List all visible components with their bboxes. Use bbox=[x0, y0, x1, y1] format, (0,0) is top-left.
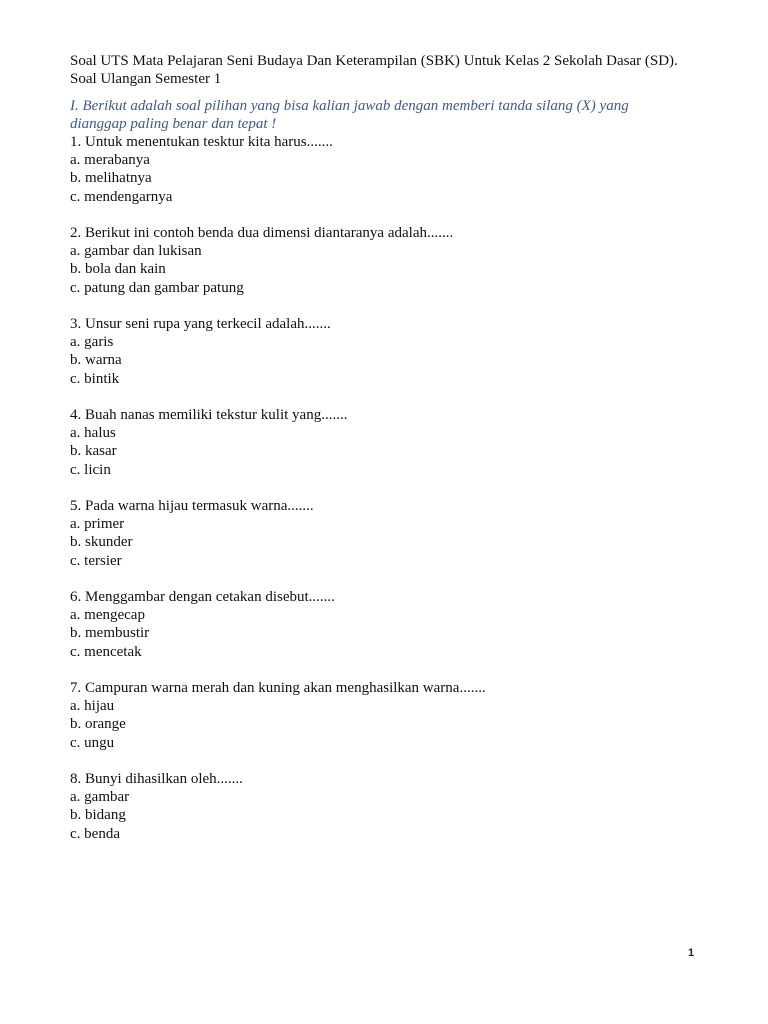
question-text: 3. Unsur seni rupa yang terkecil adalah....... bbox=[70, 316, 331, 332]
answer-option: c. tersier bbox=[70, 552, 122, 569]
question-item bbox=[70, 588, 730, 661]
instruction-text bbox=[70, 97, 730, 133]
answer-option: b. membustir bbox=[70, 625, 150, 642]
question-item bbox=[70, 679, 730, 752]
question-item bbox=[70, 224, 730, 297]
answer-option: b. melihatnya bbox=[70, 170, 152, 187]
question-text: 1. Untuk menentukan tesktur kita harus....... bbox=[70, 134, 333, 150]
answer-option: c. ungu bbox=[70, 734, 115, 751]
document-title-line-1: Soal UTS Mata Pelajaran Seni Budaya Dan Keterampilan (SBK) Untuk Kelas 2 Sekolah Dasar (SD). bbox=[70, 53, 678, 69]
question-item bbox=[70, 133, 730, 206]
question-list bbox=[70, 133, 730, 843]
answer-option: b. kasar bbox=[70, 443, 117, 460]
answer-option: a. mengecap bbox=[70, 607, 145, 624]
question-item bbox=[70, 406, 730, 479]
answer-option: a. primer bbox=[70, 516, 125, 533]
answer-option: c. mendengarnya bbox=[70, 188, 173, 205]
answer-option: b. bidang bbox=[70, 807, 126, 824]
answer-option: a. gambar bbox=[70, 789, 130, 806]
instruction-line-2: dianggap paling benar dan tepat ! bbox=[70, 116, 277, 132]
page-number: 1 bbox=[688, 947, 695, 959]
answer-option: a. halus bbox=[70, 425, 116, 442]
question-item bbox=[70, 315, 730, 388]
answer-option: b. skunder bbox=[70, 534, 133, 551]
question-item bbox=[70, 770, 730, 843]
question-text: 5. Pada warna hijau termasuk warna....... bbox=[70, 498, 314, 514]
answer-option: c. patung dan gambar patung bbox=[70, 279, 244, 296]
question-text: 7. Campuran warna merah dan kuning akan menghasilkan warna....... bbox=[70, 680, 486, 696]
question-text: 8. Bunyi dihasilkan oleh....... bbox=[70, 771, 243, 787]
question-text: 2. Berikut ini contoh benda dua dimensi diantaranya adalah....... bbox=[70, 225, 454, 241]
question-text: 6. Menggambar dengan cetakan disebut....... bbox=[70, 589, 335, 605]
answer-option: b. bola dan kain bbox=[70, 261, 166, 278]
document-page bbox=[70, 52, 730, 843]
answer-option: a. hijau bbox=[70, 698, 115, 715]
answer-option: b. orange bbox=[70, 716, 126, 733]
document-title-line-2: Soal Ulangan Semester 1 bbox=[70, 71, 222, 87]
answer-option: c. benda bbox=[70, 825, 120, 842]
answer-option: c. mencetak bbox=[70, 643, 142, 660]
answer-option: c. bintik bbox=[70, 370, 120, 387]
answer-option: b. warna bbox=[70, 352, 122, 369]
answer-option: a. gambar dan lukisan bbox=[70, 243, 202, 260]
question-item bbox=[70, 497, 730, 570]
instruction-line-1: I. Berikut adalah soal pilihan yang bisa kalian jawab dengan memberi tanda silang (X) yang bbox=[70, 98, 629, 114]
answer-option: a. garis bbox=[70, 334, 114, 351]
answer-option: c. licin bbox=[70, 461, 111, 478]
question-text: 4. Buah nanas memiliki tekstur kulit yang....... bbox=[70, 407, 348, 423]
answer-option: a. merabanya bbox=[70, 152, 150, 169]
